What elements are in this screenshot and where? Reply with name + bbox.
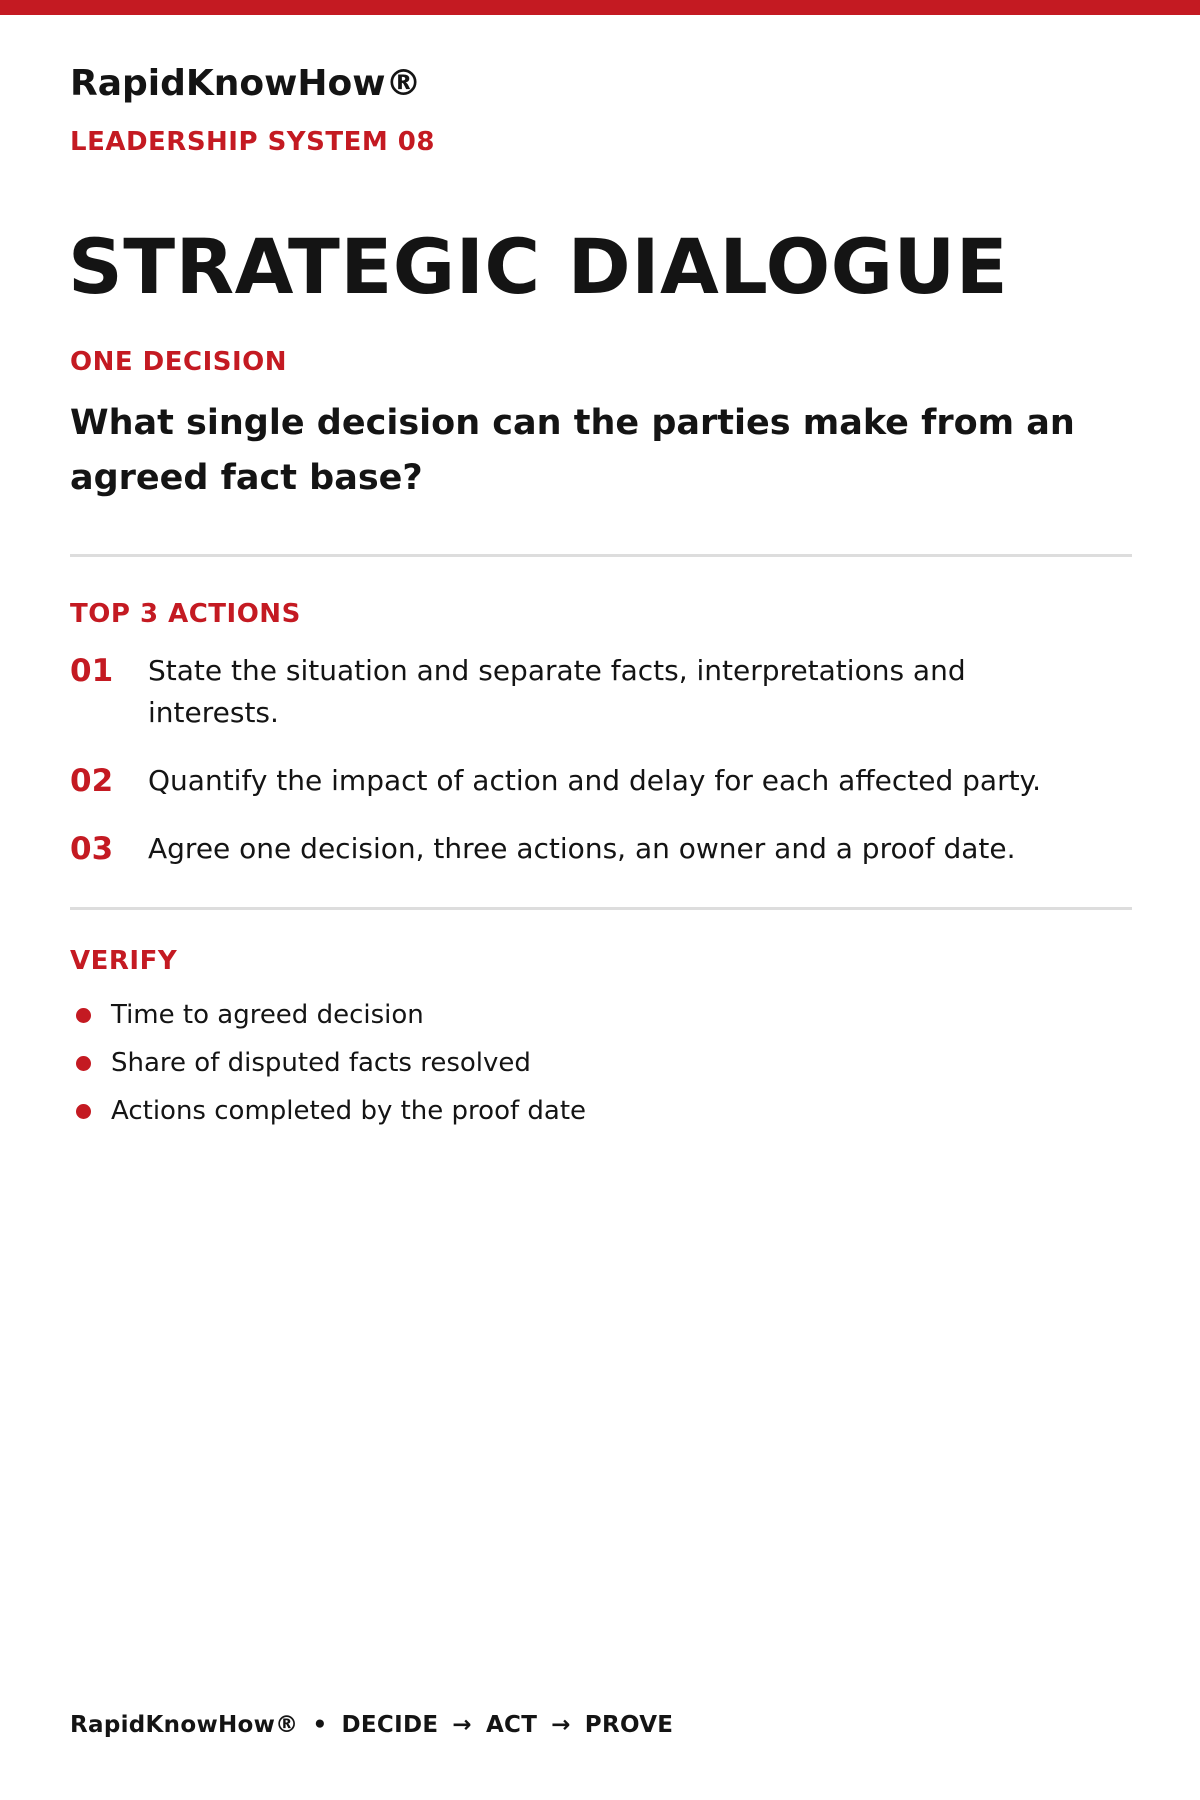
footer-step-act: ACT [485,1712,538,1738]
system-label: LEADERSHIP SYSTEM 08 [70,127,435,157]
action-number: 01 [70,653,114,689]
footer-step-decide: DECIDE [341,1712,439,1738]
verify-section-label: VERIFY [70,946,178,976]
decision-question: What single decision can the parties make from an agreed fact base? [70,403,1075,498]
bullet-icon [76,1008,91,1023]
action-number: 02 [70,763,114,799]
bullet-icon [76,1056,91,1071]
verify-item [70,1092,970,1140]
footer-step-prove: PROVE [584,1712,674,1738]
arrow-right-icon: → [551,1712,571,1738]
action-text: State the situation and separate facts, interpretations and interests. [148,654,966,729]
verify-item-text: Time to agreed decision [111,1000,424,1030]
brand-name: RapidKnowHow® [70,63,422,104]
verify-item [70,1044,970,1092]
footer [70,1709,673,1741]
verify-item [70,996,970,1044]
action-number: 03 [70,831,114,867]
footer-brand: RapidKnowHow® [70,1712,299,1738]
section-divider [70,907,1132,910]
decision-section-label: ONE DECISION [70,347,288,377]
verify-item-text: Actions completed by the proof date [111,1096,587,1126]
verify-item-text: Share of disputed facts resolved [111,1048,531,1078]
section-divider [70,554,1132,557]
top-accent-bar [0,0,1200,15]
page-title: STRATEGIC DIALOGUE [68,222,1009,311]
action-text: Quantify the impact of action and delay for each affected party. [148,764,1042,797]
actions-section-label: TOP 3 ACTIONS [70,599,301,629]
verify-list [70,996,970,1140]
bullet-icon [76,1104,91,1119]
arrow-right-icon: → [452,1712,472,1738]
action-text: Agree one decision, three actions, an owner and a proof date. [148,832,1016,865]
footer-separator: • [312,1712,328,1738]
